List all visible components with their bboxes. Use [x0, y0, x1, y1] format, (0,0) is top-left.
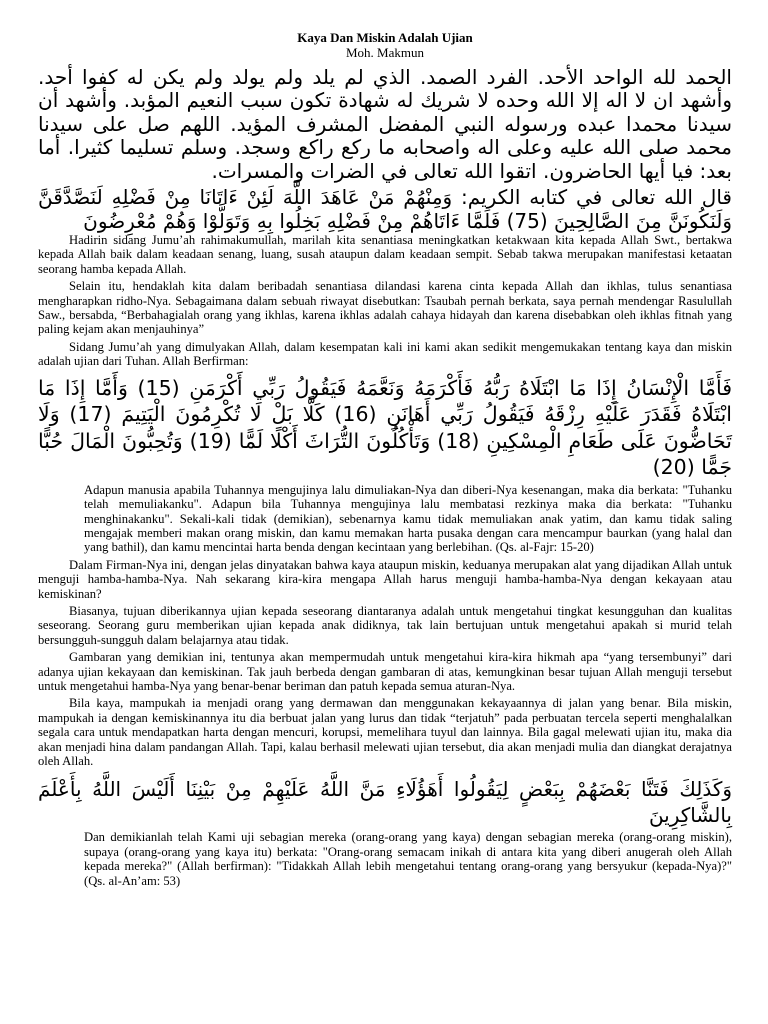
arabic-opening-khutbah: الحمد لله الواحد الأحد. الفرد الصمد. الذي لم يلد ولم يولد ولم يكن له كفوا أحد. وأشهد ان لا اله إلا الله وحده لا شريك له شهادة تكون سبب النعيم المؤبد. وأشهد أن سيدنا محمدا عبده ورسوله النبي المفضل المشرف المؤيد. اللهم صل على سيدنا محمد صلى الله عليه وعلى اله واصحابه ما ركع راكع وسجد. وسلم تسليما كثيرا. أما بعد: فيا أيها الحاضرون. اتقوا الله تعالى في الضرات والمسرات.	[38, 65, 732, 183]
arabic-quran-verse-anam: وَكَذَلِكَ فَتَنَّا بَعْضَهُمْ بِبَعْضٍ لِيَقُولُوا أَهَؤُلَاءِ مَنَّ اللَّهُ عَلَيْهِمْ مِنْ بَيْنِنَا أَلَيْسَ اللَّهُ بِأَعْلَمَ بِالشَّاكِرِينَ	[38, 777, 732, 828]
paragraph-purpose-of-test: Biasanya, tujuan diberikannya ujian kepada seseorang diantaranya adalah untuk mengetahui tingkat kesungguhan dan kualitas seseorang. Seorang guru memberikan ujian kepada anak didiknya, tak lain bertujuan untuk mengetahui apakah si murid telah bersungguh-sungguh dalam belajarnya atau tidak.	[38, 603, 732, 647]
body-text-section-2	[38, 483, 732, 769]
body-text-section-1	[38, 233, 732, 369]
translation-fajr: Adapun manusia apabila Tuhannya mengujinya lalu dimuliakan-Nya dan diberi-Nya kesenangan, maka dia berkata: "Tuhanku telah memuliakanku". Adapun bila Tuhannya mengujinya lalu membatasi rezkinya maka dia berkata: "Tuhanku menghinakanku". Sekali-kali tidak (demikian), sebenarnya kamu tidak memuliakan anak yatim, dan kamu tidak saling mengajak memberi makan orang miskin, dan kamu memakan harta pusaka dengan cara mencampur baurkan (yang halal dan yang bathil), dan kamu mencintai harta benda dengan kecintaan yang berlebihan. (Qs. al-Fajr: 15-20)	[84, 482, 732, 555]
document-page	[38, 30, 732, 891]
paragraph-rich-and-poor: Bila kaya, mampukah ia menjadi orang yang dermawan dan menggunakan kekayaannya di jalan yang benar. Bila miskin, mampukah ia dengan kemiskinannya itu dia berbuat jalan yang lurus dan tidak “terjatuh” pada perbuatan tercela seperti menghalalkan segala cara untuk mendapatkan harta dengan mencuri, korupsi, memelihara tuyul dan lainnya. Bila gagal melewati ujian itu, maka dia akan menjadi hina dalam pandangan Allah. Tapi, kalau berhasil melewati ujian tersebut, dia akan menjadi mulia dan diangkat derajatnya oleh Allah.	[38, 696, 732, 768]
arabic-quran-verse-fajr: فَأَمَّا الْإِنْسَانُ إِذَا مَا ابْتَلَاهُ رَبُّهُ فَأَكْرَمَهُ وَنَعَّمَهُ فَيَقُولُ رَبِّي أَكْرَمَنِ (15) وَأَمَّا إِذَا مَا ابْتَلَاهُ فَقَدَرَ عَلَيْهِ رِزْقَهُ فَيَقُولُ رَبِّي أَهَانَنِ (16) كَلَّا بَلْ لَا تُكْرِمُونَ الْيَتِيمَ (17) وَلَا تَحَاضُّونَ عَلَى طَعَامِ الْمِسْكِينِ (18) وَتَأْكُلُونَ التُّرَاثَ أَكْلًا لَمًّا (19) وَتُحِبُّونَ الْمَالَ حُبًّا جَمًّا (20)	[38, 375, 732, 480]
paragraph-ikhlas: Selain itu, hendaklah kita dalam beribadah senantiasa dilandasi karena cinta kepada Allah dan ikhlas, tulus senantiasa mengharapkan ridho-Nya. Sebagaimana dalam sebuah riwayat disebutkan: Tsaubah pernah berkata, saya pernah mendengar Rasulullah Saw., bersabda, “Berbahagialah orang yang ikhlas, karena ikhlas adalah cahaya hidayah dan karena disebabkan oleh ikhlas fitnah yang paling kejam akan menjauhinya”	[38, 279, 732, 337]
arabic-quran-verse-taubah: قال الله تعالى في كتابه الكريم: وَمِنْهُمْ مَنْ عَاهَدَ اللَّهَ لَئِنْ ءَاتَانَا مِنْ فَضْلِهِ لَنَصَّدَّقَنَّ وَلَنَكُونَنَّ مِنَ الصَّالِحِينَ (75) فَلَمَّا ءَاتَاهُمْ مِنْ فَضْلِهِ بَخِلُوا بِهِ وَتَوَلَّوْا وَهُمْ مُعْرِضُونَ	[38, 185, 732, 234]
paragraph-takwa: Hadirin sidang Jumu’ah rahimakumullah, marilah kita senantiasa meningkatkan ketakwaan kita kepada Allah Swt., bertakwa kepada Allah baik dalam keadaan senang, luang, susah ataupun dalam keadaan sempit. Sebab takwa merupakan manifestasi ketaatan seorang hamba kepada Allah.	[38, 233, 732, 276]
paragraph-intro-firman: Sidang Jumu’ah yang dimulyakan Allah, dalam kesempatan kali ini kami akan sedikit mengemukakan tentang kaya dan miskin adalah ujian dari Tuhan. Allah Berfirman:	[38, 339, 732, 369]
translation-anam: Dan demikianlah telah Kami uji sebagian mereka (orang-orang yang kaya) dengan sebagian mereka (orang-orang miskin), supaya (orang-orang yang kaya itu) berkata: "Orang-orang semacam inikah di antara kita yang diberi anugerah oleh Allah kepada mereka?" (Allah berfirman): "Tidakkah Allah lebih mengetahui tentang orang-orang yang bersyukur (kepada-Nya)?"(Qs. al-An’am: 53)	[84, 830, 732, 888]
body-text-section-3	[38, 830, 732, 888]
paragraph-hidden-wisdom: Gambaran yang demikian ini, tentunya akan mempermudah untuk mengetahui kira-kira hikmah apa “yang tersembunyi” dari adanya ujian kekayaan dan kemiskinan. Tak jauh berbeda dengan gambaran di atas, kemungkinan besar tujuan Allah menguji tersebut untuk mengetahui hamba-Nya yang benar-benar beriman dan patuh kepada semua aturan-Nya.	[38, 650, 732, 693]
document-title: Kaya Dan Miskin Adalah Ujian	[297, 30, 473, 45]
document-author: Moh. Makmun	[346, 45, 424, 60]
paragraph-firman-explanation: Dalam Firman-Nya ini, dengan jelas dinyatakan bahwa kaya ataupun miskin, keduanya merupakan alat yang dijadikan Allah untuk menguji hamba-hamba-Nya. Nah sekarang kira-kira mengapa Allah harus menguji hamba-hamba-Nya dengan kekayaan atau kemiskinan?	[38, 557, 732, 601]
